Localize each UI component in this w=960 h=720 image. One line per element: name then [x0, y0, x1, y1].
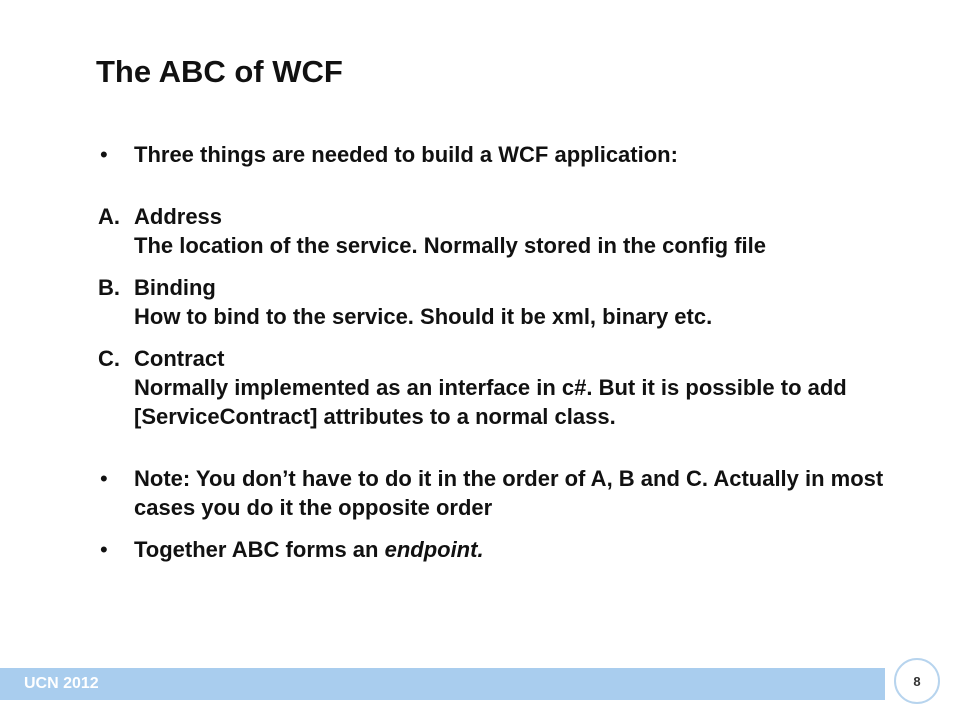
list-item-address [98, 202, 908, 260]
footer-bar [0, 668, 885, 700]
list-marker: C. [98, 346, 120, 371]
item-heading: Binding [134, 275, 216, 300]
list-item-binding [98, 273, 908, 331]
endpoint-text: Together ABC forms an [134, 537, 385, 562]
item-description: The location of the service. Normally stored in the config file [134, 233, 767, 258]
list-item-contract [98, 344, 908, 431]
list-marker: B. [98, 275, 120, 300]
list-marker: A. [98, 204, 120, 229]
slide-title: The ABC of WCF [96, 54, 343, 89]
footer-label: UCN 2012 [24, 675, 99, 692]
bullet-marker: • [100, 537, 108, 562]
note-text: Note: You don’t have to do it in the order of A, B and C. Actually in most cases you do it the opposite order [134, 466, 884, 520]
item-description: Normally implemented as an interface in c#. But it is possible to add [ServiceContract] attributes to a normal class. [134, 375, 847, 429]
note-bullet [98, 464, 908, 522]
bullet-marker: • [100, 466, 108, 491]
item-heading: Address [134, 204, 223, 229]
item-description: How to bind to the service. Should it be xml, binary etc. [134, 304, 713, 329]
slide-content [98, 140, 908, 564]
endpoint-bullet [98, 535, 908, 564]
endpoint-emphasis: endpoint. [384, 537, 484, 562]
bullet-marker: • [100, 142, 108, 167]
item-heading: Contract [134, 346, 225, 371]
intro-text: Three things are needed to build a WCF application: [134, 142, 678, 167]
page-number-badge: 8 [894, 658, 940, 704]
intro-bullet [98, 140, 908, 169]
